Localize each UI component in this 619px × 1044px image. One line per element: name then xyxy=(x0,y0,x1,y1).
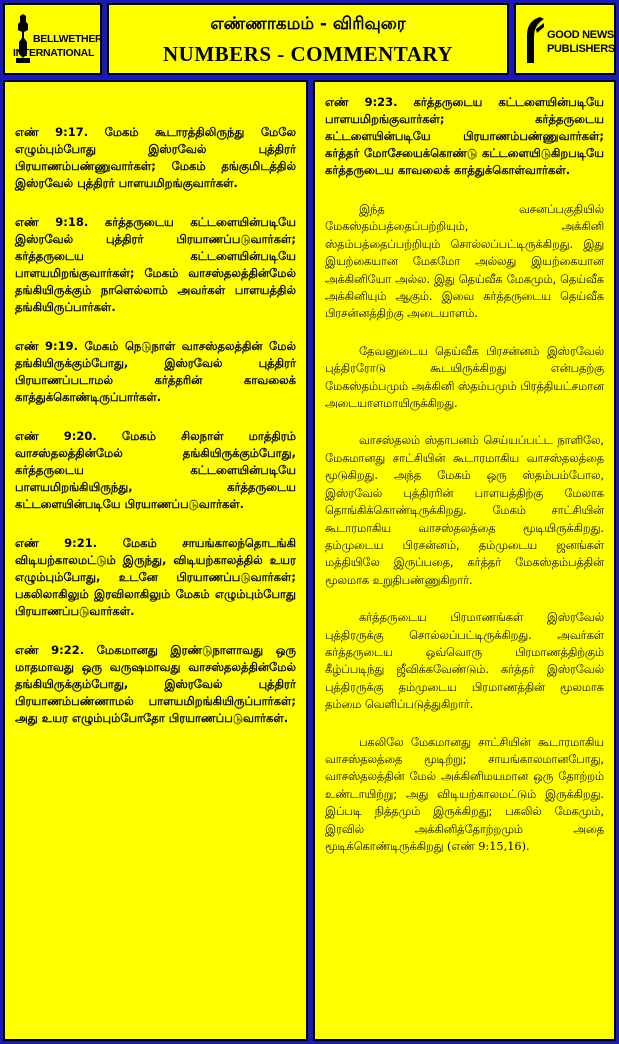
bellwether-logo xyxy=(3,3,102,75)
commentary-paragraph: இந்த வசனப்பகுதியில் மேகஸ்தம்பத்தைப்பற்றியும், அக்கினி ஸ்தம்பத்தைப்பற்றியும் சொல்லப்பட்டிருக்கிறது. இது இயற்கையான மேகமோ அல்லது இயற்கையான அக்கினியோ அல்ல. இது தெய்வீக மேகமும், தெய்வீக அக்கினியும் ஆகும். இவை கர்த்தருடைய தெய்வீக பிரசன்னத்திற்கு அடையாளம். xyxy=(325,203,604,321)
good-news-logo xyxy=(514,3,616,75)
right-column xyxy=(313,80,616,1041)
verse-9-19: எண் 9:19. மேகம் நெடுநாள் வாசஸ்தலத்தின் மேல் தங்கியிருக்கும்போது, இஸ்ரவேல் புத்திரர் பிரயாணப்படாமல் கர்த்தரின் காவலைக் காத்துக்கொண்டிருப்பார்கள். xyxy=(15,339,296,404)
english-title: NUMBERS - COMMENTARY xyxy=(162,42,454,66)
logo-right-line1: GOOD NEWS xyxy=(547,29,614,41)
verse-9-18: எண் 9:18. கர்த்தருடைய கட்டளையின்படியே இஸ்ரவேல் புத்திரர் பிரயாணப்படுவார்கள்; கர்த்தருடைய கட்டளையின்படியே பாளயமிறங்குவார்கள்; மேகம் வாசஸ்தலத்தின்மேல் தங்கியிருக்கும் நாளெல்லாம் அவர்கள் பாளயத்தில் தங்கியிருப்பார்கள். xyxy=(15,215,296,314)
verse-9-23: எண் 9:23. கர்த்தருடைய கட்டளையின்படியே பாளயமிறங்குவார்கள்; கர்த்தருடைய கட்டளையின்படியே பிரயாணம்பண்ணுவார்கள்; கர்த்தர் மோசேயைக்கொண்டு கட்டளையிடுகிறபடியே கர்த்தருடைய காவலைக் காத்துக்கொள்வார்கள். xyxy=(325,95,604,177)
left-column xyxy=(3,80,308,1041)
commentary-paragraph: தேவனுடைய தெய்வீக பிரசன்னம் இஸ்ரவேல் புத்திரரோடு கூடயிருக்கிறது என்பதற்கு மேகஸ்தம்பமும் அக்கினி ஸ்தம்பமும் பிரத்தியட்சமான அடையாளமாயிருக்கிறது. xyxy=(325,344,604,411)
logo-right-line2: PUBLISHERS xyxy=(547,43,615,55)
page-header xyxy=(107,3,509,75)
verse-9-20: எண் 9:20. மேகம் சிலநாள் மாத்திரம் வாசஸ்தலத்தின்மேல் தங்கியிருக்கும்போது, கர்த்தருடைய கட்டளையின்படியே பாளயமிறங்கியிருந்து, கர்த்தருடைய கட்டளையின்படியே பிரயாணப்படுவார்கள். xyxy=(15,429,296,511)
scripture-reference: (எண் 9:15,16). xyxy=(447,840,530,853)
verse-9-17: எண் 9:17. மேகம் கூடாரத்திலிருந்து மேலே எழும்பும்போது இஸ்ரவேல் புத்திரர் பிரயாணம்பண்ணுவார்கள்; மேகம் தங்குமிடத்தில் இஸ்ரவேல் புத்திரர் பாளயமிறங்குவார்கள். xyxy=(15,125,296,190)
commentary-paragraph: வாசஸ்தலம் ஸ்தாபனம் செய்யப்பட்ட நாளிலே, மேகமானது சாட்சியின் கூடாரமாகிய வாசஸ்தலத்தை மூடுகிறது. அந்த மேகம் ஒரு ஸ்தம்பம்போல, இஸ்ரவேல் புத்திரரின் பாளயத்திற்கு மேலாக தொங்கிக்கொண்டிருக்கிறது. மேகம் சாட்சியின் கூடாரமாகிய வாசஸ்தலத்தை மூடியிருக்கிறது. தம்முடைய பிரசன்னம், தம்முடைய ஜனங்கள் மத்தியிலே இருப்பதை, கர்த்தர் மேகஸ்தம்பத்தின் மூலமாக உறுதிபண்ணுகிறார். xyxy=(325,434,604,587)
logo-left-line2: INTERNATIONAL xyxy=(13,47,95,59)
tamil-title: எண்ணாகமம் - விரிவுரை xyxy=(210,14,406,34)
commentary-text: பகலிலே மேகமானது சாட்சியின் கூடாரமாகிய வாசஸ்தலத்தை மூடிற்று; சாயங்காலமானபோது, வாசஸ்தலத்தின் மேல் அக்கினிமயமான ஒரு தோற்றம் உண்டாயிற்று; அது விடியற்காலமட்டும் இருக்கிறது. இப்படி நித்தமும் இருக்கிறது; பகலில் மேகமும், இரவில் அக்கினித்தோற்றமும் அதை மூடிக்கொண்டிருக்கிறது xyxy=(325,735,604,853)
commentary-paragraph: கர்த்தருடைய பிரமாணங்கள் இஸ்ரவேல் புத்திரருக்கு சொல்லப்பட்டிருக்கிறது. அவர்கள் கர்த்தருடைய ஒவ்வொரு பிரமாணத்திற்கும் கீழ்ப்படிந்து ஜீவிக்கவேண்டும். கர்த்தர் இஸ்ரவேல் புத்திரருக்கு தம்முடைய பிரமாணத்தின் மூலமாக தம்மை வெளிப்படுத்துகிறார். xyxy=(325,611,604,712)
verse-9-22: எண் 9:22. மேகமானது இரண்டுநாளாவது ஒரு மாதமாவது ஒரு வருஷமாவது வாசஸ்தலத்தின்மேல் தங்கியிருக்கும்போது, இஸ்ரவேல் புத்திரர் பிரயாணம்பண்ணாமல் பாளயமிறங்கியிருப்பார்கள்; அது உயர எழும்பும்போதோ பிரயாணப்படுவார்கள். xyxy=(15,643,296,725)
logo-left-line1: BELLWETHER xyxy=(33,33,103,45)
horn-icon xyxy=(524,15,546,65)
commentary-paragraph-last xyxy=(325,734,604,856)
verse-9-21: எண் 9:21. மேகம் சாயங்காலந்தொடங்கி விடியற்காலமட்டும் இருந்து, விடியற்காலத்தில் உயர எழும்பும்போது, உடனே பிரயாணப்படுவார்கள்; பகலிலாகிலும் இரவிலாகிலும் மேகம் எழும்பும்போது பிரயாணப்படுவார்கள். xyxy=(15,536,296,618)
